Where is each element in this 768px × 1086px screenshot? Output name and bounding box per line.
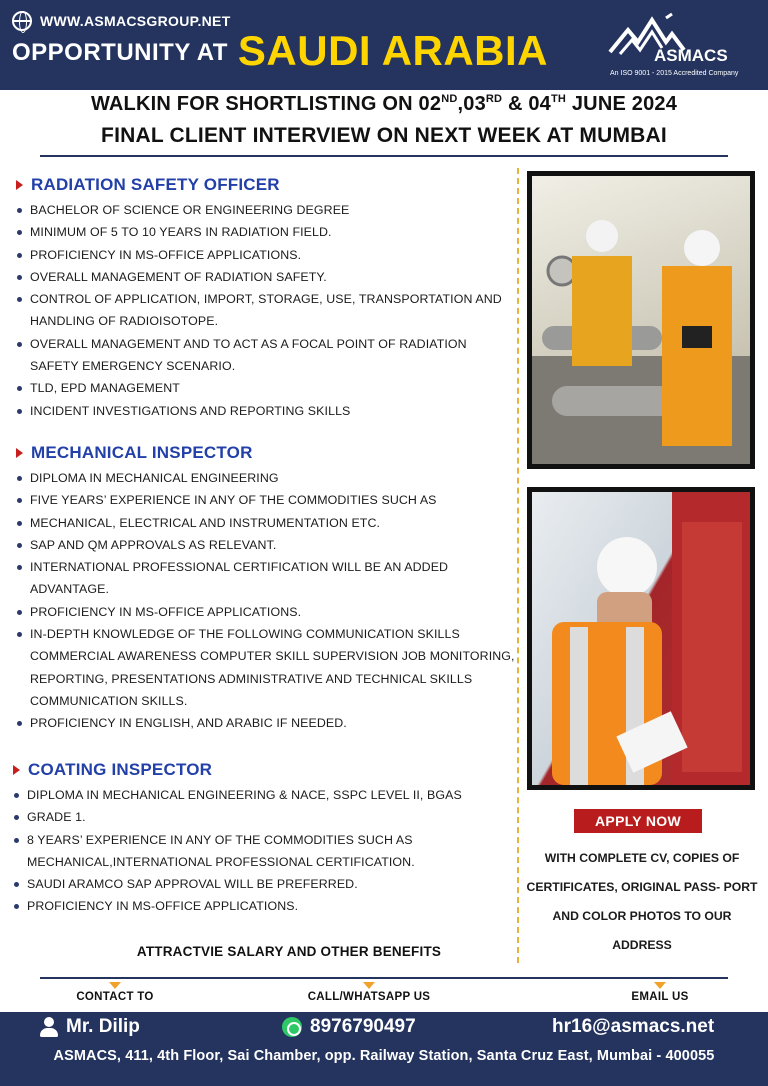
list-item: INTERNATIONAL PROFESSIONAL CERTIFICATION WILL BE AN ADDED ADVANTAGE. — [16, 556, 516, 601]
list-item: TLD, EPD MANAGEMENT — [16, 377, 516, 399]
email-address: hr16@asmacs.net — [552, 1016, 715, 1037]
final-interview: FINAL CLIENT INTERVIEW ON NEXT WEEK AT MUMBAI — [101, 124, 667, 147]
requirements-list — [16, 199, 516, 422]
list-item: OVERALL MANAGEMENT OF RADIATION SAFETY. — [16, 266, 516, 288]
section-heading: COATING INSPECTOR — [28, 760, 213, 779]
walkin-dates: WALKIN FOR SHORTLISTING ON 02ND,03RD & 04TH JUNE 2024 — [90, 93, 678, 115]
contact-name: Mr. Dilip — [66, 1016, 140, 1037]
list-item: IN-DEPTH KNOWLEDGE OF THE FOLLOWING COMMUNICATION SKILLS COMMERCIAL AWARENESS COMPUTER SKILL SUPERVISION JOB MONITORING, REPORTING, PRESENTATIONS ADMINISTRATIVE AND TECHNICAL SKILLS COMMUNICATION SKILLS. — [16, 623, 516, 712]
industrial-workers-illustration — [532, 176, 750, 464]
country-name: SAUDI ARABIA — [237, 27, 549, 74]
triangle-bullet-icon — [13, 765, 20, 775]
marker-icon — [363, 982, 375, 989]
marker-icon — [654, 982, 666, 989]
section-title — [16, 173, 516, 197]
apply-now-button[interactable]: APPLY NOW — [574, 809, 702, 833]
list-item: OVERALL MANAGEMENT AND TO ACT AS A FOCAL POINT OF RADIATION SAFETY EMERGENCY SCENARIO. — [16, 333, 516, 378]
website[interactable] — [12, 11, 231, 31]
divider — [40, 977, 728, 979]
salary-benefits: ATTRACTVIE SALARY AND OTHER BENEFITS — [136, 944, 442, 959]
list-item: BACHELOR OF SCIENCE OR ENGINEERING DEGREE — [16, 199, 516, 221]
list-item: GRADE 1. — [13, 806, 516, 828]
asmacs-logo — [606, 12, 746, 82]
list-item: SAUDI ARAMCO SAP APPROVAL WILL BE PREFERRED. — [13, 873, 516, 895]
section-heading: RADIATION SAFETY OFFICER — [31, 175, 280, 194]
section-mechanical-inspector — [16, 441, 516, 735]
list-item: MINIMUM OF 5 TO 10 YEARS IN RADIATION FIELD. — [16, 221, 516, 243]
list-item: PROFICIENCY IN MS-OFFICE APPLICATIONS. — [16, 244, 516, 266]
email-label: EMAIL US — [631, 991, 689, 1003]
logo-tagline: An ISO 9001 - 2015 Accredited Company — [610, 70, 739, 77]
list-item: PROFICIENCY IN MS-OFFICE APPLICATIONS. — [16, 601, 516, 623]
section-coating-inspector — [13, 758, 516, 918]
triangle-bullet-icon — [16, 448, 23, 458]
call-whatsapp-label: CALL/WHATSAPP US — [307, 991, 431, 1003]
section-radiation-safety-officer — [16, 173, 516, 422]
inspector-illustration — [532, 492, 750, 785]
website-text: WWW.ASMACSGROUP.NET — [40, 13, 231, 29]
inspector-photo — [527, 487, 755, 790]
list-item: 8 YEARS’ EXPERIENCE IN ANY OF THE COMMODITIES SUCH AS MECHANICAL,INTERNATIONAL PROFESSIONAL CERTIFICATION. — [13, 829, 516, 874]
column-divider — [517, 168, 519, 963]
list-item: PROFICIENCY IN ENGLISH, AND ARABIC IF NEEDED. — [16, 712, 516, 734]
marker-icon — [109, 982, 121, 989]
section-title — [13, 758, 516, 782]
contact-to-label: CONTACT TO — [76, 991, 154, 1003]
triangle-bullet-icon — [16, 180, 23, 190]
globe-icon — [12, 11, 32, 31]
list-item: CONTROL OF APPLICATION, IMPORT, STORAGE, USE, TRANSPORTATION AND HANDLING OF RADIOISOTOPE. — [16, 288, 516, 333]
office-address: ASMACS, 411, 4th Floor, Sai Chamber, opp. Railway Station, Santa Cruz East, Mumbai - 400055 — [53, 1048, 715, 1064]
list-item: MECHANICAL, ELECTRICAL AND INSTRUMENTATION ETC. — [16, 512, 516, 534]
divider — [40, 155, 728, 157]
contact-person — [40, 1016, 140, 1038]
whatsapp-icon — [282, 1017, 302, 1037]
email-link[interactable] — [552, 1016, 714, 1038]
person-icon — [40, 1017, 58, 1037]
phone-number: 8976790497 — [310, 1016, 416, 1037]
logo-name: ASMACS — [654, 46, 728, 65]
list-item: FIVE YEARS’ EXPERIENCE IN ANY OF THE COMMODITIES SUCH AS — [16, 489, 516, 511]
section-title — [16, 441, 516, 465]
requirements-list — [16, 467, 516, 735]
headline — [12, 27, 549, 74]
list-item: INCIDENT INVESTIGATIONS AND REPORTING SKILLS — [16, 400, 516, 422]
requirements-list — [13, 784, 516, 918]
header-banner — [0, 0, 768, 90]
list-item: DIPLOMA IN MECHANICAL ENGINEERING & NACE, SSPC LEVEL II, BGAS — [13, 784, 516, 806]
section-heading: MECHANICAL INSPECTOR — [31, 443, 253, 462]
workers-photo — [527, 171, 755, 469]
list-item: SAP AND QM APPROVALS AS RELEVANT. — [16, 534, 516, 556]
list-item: PROFICIENCY IN MS-OFFICE APPLICATIONS. — [13, 895, 516, 917]
list-item: DIPLOMA IN MECHANICAL ENGINEERING — [16, 467, 516, 489]
apply-instructions: WITH COMPLETE CV, COPIES OF CERTIFICATES, ORIGINAL PASS- PORT AND COLOR PHOTOS TO OUR ADDRESS — [526, 851, 758, 952]
opportunity-prefix: OPPORTUNITY AT — [12, 39, 228, 66]
phone-link[interactable] — [282, 1016, 416, 1038]
